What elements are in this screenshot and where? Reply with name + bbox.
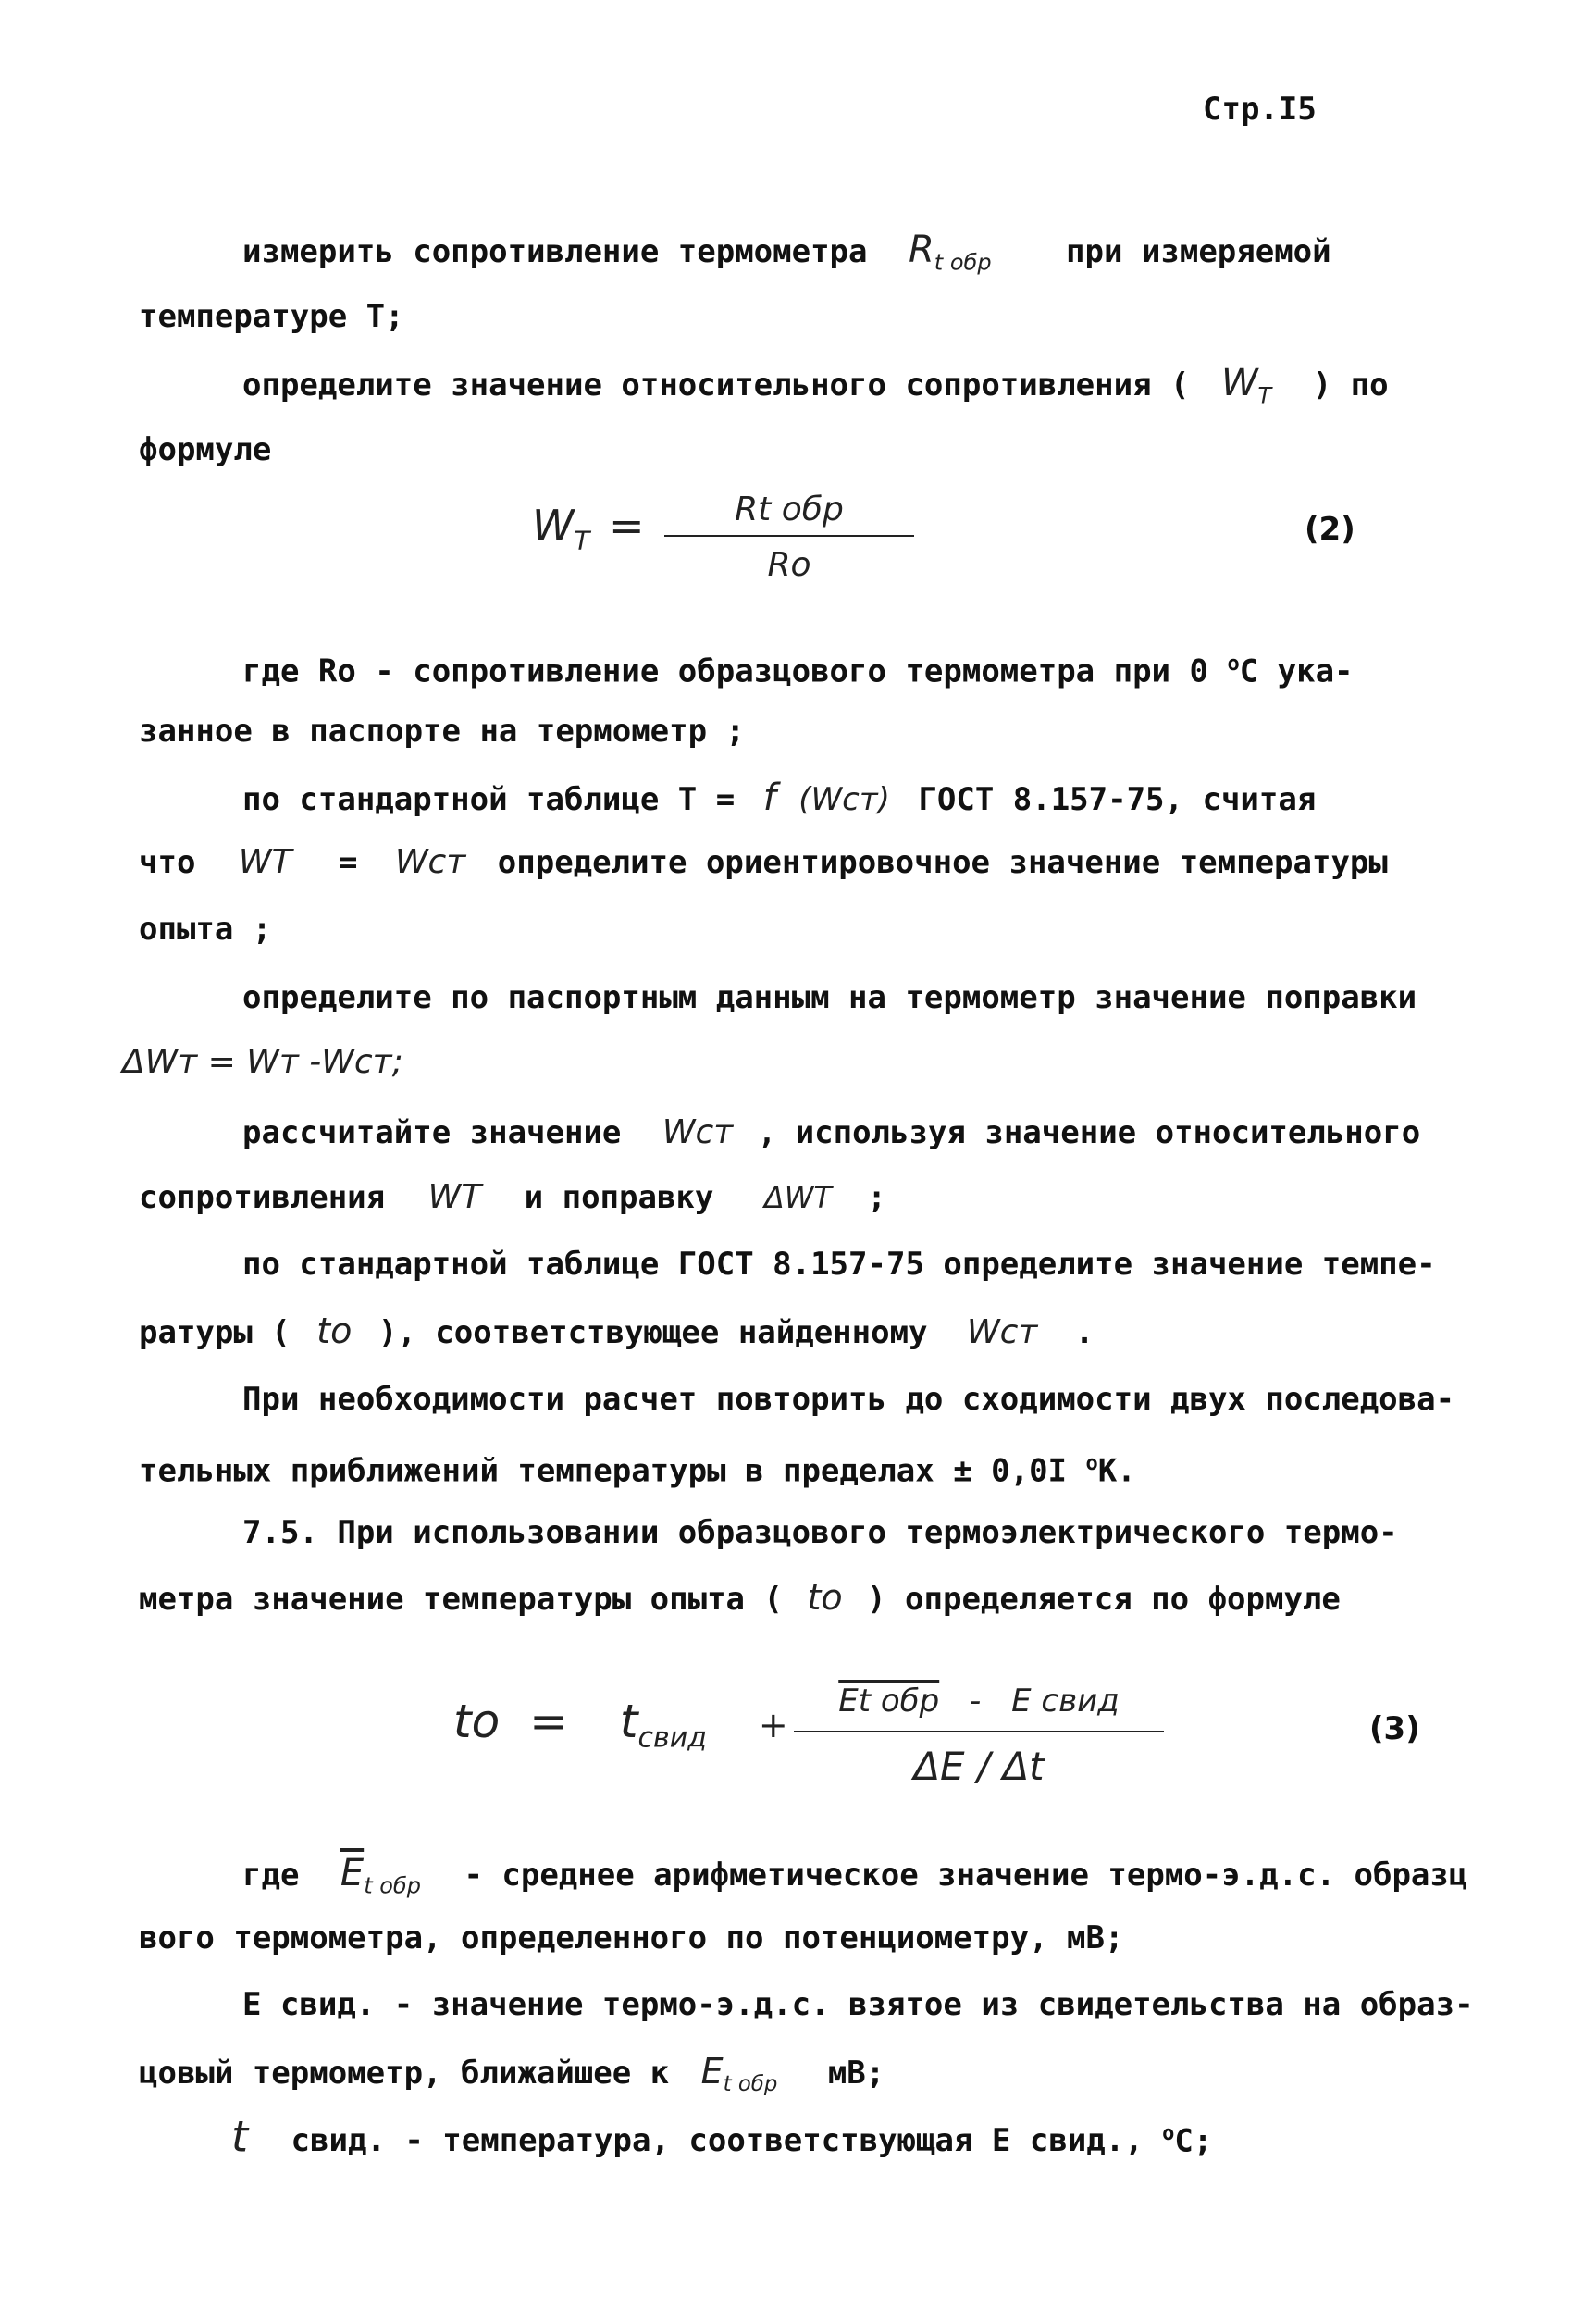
text-line bbox=[242, 231, 1331, 280]
symbol: Wст bbox=[967, 1313, 1038, 1351]
text-line: температуре Т; bbox=[139, 298, 404, 335]
line-text: ГОСТ 8.157-75, считая bbox=[918, 781, 1317, 818]
text-line: вого термометра, определенного по потенциометру, мВ; bbox=[139, 1919, 1124, 1956]
symbol: WT bbox=[238, 843, 292, 881]
line-text: цовый термометр, ближайшее к bbox=[139, 2055, 670, 2092]
line-text: рассчитайте значение bbox=[242, 1114, 622, 1151]
line-text: К. bbox=[1097, 1452, 1136, 1490]
formula-lhs: to = $t_{свид}$ + bbox=[453, 1695, 788, 1755]
fraction-numerator: Rt обр bbox=[735, 491, 844, 528]
line-text: определите значение относительного сопротивления ( bbox=[242, 366, 1190, 404]
symbol: to bbox=[807, 1577, 843, 1618]
text-line: 7.5. При использовании образцового термоэлектрического термо- bbox=[242, 1514, 1398, 1551]
line-text: - среднее арифметическое значение термо-э.д.с. образц bbox=[464, 1857, 1468, 1894]
page-number: Стр.I5 bbox=[1203, 91, 1317, 128]
line-text: C; bbox=[1174, 2122, 1213, 2160]
line-text: тельных приближений температуры в пределах ± 0,0I bbox=[139, 1452, 1086, 1490]
line-text: и поправку bbox=[524, 1179, 714, 1216]
line-text: метра значение температуры опыта ( bbox=[139, 1581, 783, 1618]
formula-lhs: $W_T$ = bbox=[532, 501, 645, 556]
text-line bbox=[139, 1312, 1094, 1351]
symbol: f bbox=[762, 776, 776, 819]
line-text: ), соответствующее найденному bbox=[377, 1314, 928, 1351]
line-text: . bbox=[1074, 1314, 1095, 1351]
text-line bbox=[139, 2053, 885, 2103]
text-line: определите по паспортным данным на термометр значение поправки bbox=[242, 979, 1417, 1016]
line-text: ) определяется по формуле bbox=[867, 1581, 1341, 1618]
line-text: что bbox=[139, 844, 196, 881]
line-text: сопротивления bbox=[139, 1179, 386, 1216]
line-text: ратуры ( bbox=[139, 1314, 291, 1351]
text-line bbox=[139, 1579, 1341, 1618]
text-line bbox=[242, 1852, 1468, 1904]
line-text: свид. - температура, соответствующая Е свид., bbox=[291, 2122, 1163, 2160]
line-text: по стандартной таблице Т = bbox=[242, 781, 736, 818]
formula-fraction bbox=[794, 1683, 1164, 1803]
symbol: $\overline{E}_{t обр}$ bbox=[340, 1852, 421, 1899]
line-text: при измеряемой bbox=[1066, 233, 1331, 270]
line-text: измерить сопротивление термометра bbox=[242, 233, 868, 270]
text-line: по стандартной таблице ГОСТ 8.157-75 определите значение темпе- bbox=[242, 1246, 1436, 1283]
line-text: ; bbox=[867, 1179, 886, 1216]
degree-sign: o bbox=[1085, 1452, 1098, 1475]
line-text: = bbox=[338, 844, 358, 881]
fraction-denominator: ΔE / Δt bbox=[913, 1744, 1045, 1789]
symbol: (Wст) bbox=[798, 781, 890, 818]
formula-inline: ΔWт = Wт -Wст; bbox=[122, 1043, 403, 1081]
fraction-denominator: Ro bbox=[767, 546, 811, 584]
text-line: формуле bbox=[139, 431, 272, 468]
text-line bbox=[231, 2111, 1213, 2162]
text-line bbox=[139, 1179, 886, 1216]
text-line bbox=[242, 1114, 1420, 1151]
line-text: определите ориентировочное значение температуры bbox=[497, 844, 1388, 881]
text-line: Е свид. - значение термо-э.д.с. взятое из свидетельства на образ- bbox=[242, 1986, 1474, 2023]
symbol: WT bbox=[427, 1178, 482, 1216]
symbol: ΔWT bbox=[763, 1180, 832, 1215]
equation-number: (3) bbox=[1369, 1710, 1420, 1747]
text-line: занное в паспорте на термометр ; bbox=[139, 713, 746, 750]
symbol: to bbox=[316, 1310, 353, 1351]
text-line bbox=[242, 776, 1317, 819]
equation-number: (2) bbox=[1305, 511, 1355, 548]
symbol: Wст bbox=[662, 1113, 734, 1151]
text-line: При необходимости расчет повторить до сходимости двух последова- bbox=[242, 1381, 1455, 1418]
text-line: опыта ; bbox=[139, 911, 272, 948]
fraction-bar bbox=[794, 1731, 1164, 1732]
line-text: где bbox=[242, 1857, 300, 1894]
line-text: где Ro - сопротивление образцового термометра при 0 bbox=[242, 652, 1228, 690]
text-line bbox=[139, 1446, 1136, 1489]
text-line bbox=[139, 844, 1388, 881]
line-text: ) по bbox=[1312, 366, 1389, 404]
fraction-numerator: Et обр - E свид bbox=[838, 1683, 1120, 1720]
symbol: t bbox=[231, 2111, 249, 2162]
degree-sign: o bbox=[1162, 2122, 1175, 2145]
symbol: Wст bbox=[394, 843, 466, 881]
line-text: C ука- bbox=[1239, 652, 1354, 690]
text-line bbox=[242, 362, 1389, 414]
symbol: $R_{t обр}$ bbox=[909, 229, 992, 276]
symbol: $W_T$ bbox=[1220, 362, 1272, 409]
fraction-bar bbox=[664, 535, 914, 537]
degree-sign: o bbox=[1227, 652, 1240, 676]
formula-fraction bbox=[664, 491, 914, 592]
symbol: $E_{t обр}$ bbox=[700, 2051, 778, 2096]
line-text: мВ; bbox=[827, 2055, 885, 2092]
text-line bbox=[242, 646, 1354, 689]
line-text: , используя значение относительного bbox=[757, 1114, 1421, 1151]
